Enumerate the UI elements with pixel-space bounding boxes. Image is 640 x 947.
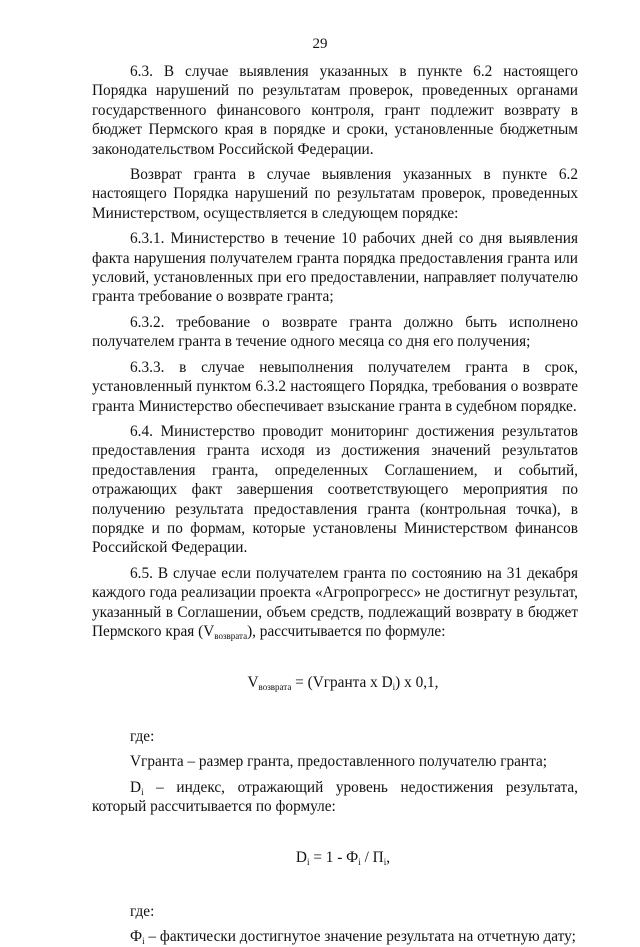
paragraph-6-5: [92, 564, 578, 642]
page-number: 29: [312, 36, 328, 52]
vgranta-definition: Vгранта – размер гранта, предоставленного получателю гранта;: [130, 753, 548, 771]
subscript-vozvrata: возврата: [214, 630, 248, 641]
paragraph-return-procedure: Возврат гранта в случае выявления указанных в пункте 6.2 настоящего Порядка нарушений по результатам проверок, проведенных Министерством, осуществляется в следующем порядке:: [92, 166, 578, 222]
formula-di: $D_i = 1 - Ф_i / П_i$,: [295, 849, 391, 868]
fi-definition: $Ф_i$ – фактически достигнутое значение результата на отчетную дату;: [130, 928, 576, 947]
paragraph-6-3-2: 6.3.2. требование о возврате гранта должно быть исполнено получателем гранта в течение одного месяца со дня его получения;: [92, 313, 578, 351]
formula-v-vozvrata: $V_{возврата}$ = (Vгранта x $D_i$) x 0,1,: [247, 674, 439, 693]
paragraph-6-3-1: 6.3.1. Министерство в течение 10 рабочих дней со дня выявления факта нарушения получателем гранта порядка предоставления гранта или условий, установленных при его предоставлении, направляет получателю гранта требование о возврате гранта;: [92, 230, 578, 306]
paragraph-6-5-tail: ), рассчитывается по формуле:: [247, 622, 446, 640]
paragraph-6-5-text: 6.5. В случае если получателем гранта по состоянию на 31 декабря каждого года реализации проекта «Агропрогресс» не достигнут результат, указанный в Соглашении, объем средств, подлежащий возврату в бюджет Пермского края (V: [92, 564, 578, 640]
paragraph-6-3: 6.3. В случае выявления указанных в пункте 6.2 настоящего Порядка нарушений по результатам проверок, проведенных органами государственного финансового контроля, грант подлежит возврату в бюджет Пермского края в порядке и сроки, установленные бюджетным законодательством Российской Федерации.: [92, 63, 578, 158]
where-label-2: где:: [130, 902, 155, 920]
paragraph-6-3-3: 6.3.3. в случае невыполнения получателем гранта в срок, установленный пунктом 6.3.2 настоящего Порядка, требования о возврате гранта Министерство обеспечивает взыскание гранта в судебном порядке.: [92, 358, 578, 415]
where-label-1: где:: [130, 727, 155, 745]
di-definition: $D_i$ – индекс, отражающий уровень недостижения результата, который рассчитывается по формуле:: [92, 778, 578, 815]
paragraph-6-4: 6.4. Министерство проводит мониторинг достижения результатов предоставления гранта исходя из достижения значений результатов предоставления гранта, определенных Соглашением, и событий, отражающих факт завершения соответствующего мероприятия по получению результата предоставления гранта (контрольная точка), в порядке и по формам, которые установлены Министерством финансов Российской Федерации.: [92, 422, 578, 557]
document-body: [92, 62, 578, 947]
